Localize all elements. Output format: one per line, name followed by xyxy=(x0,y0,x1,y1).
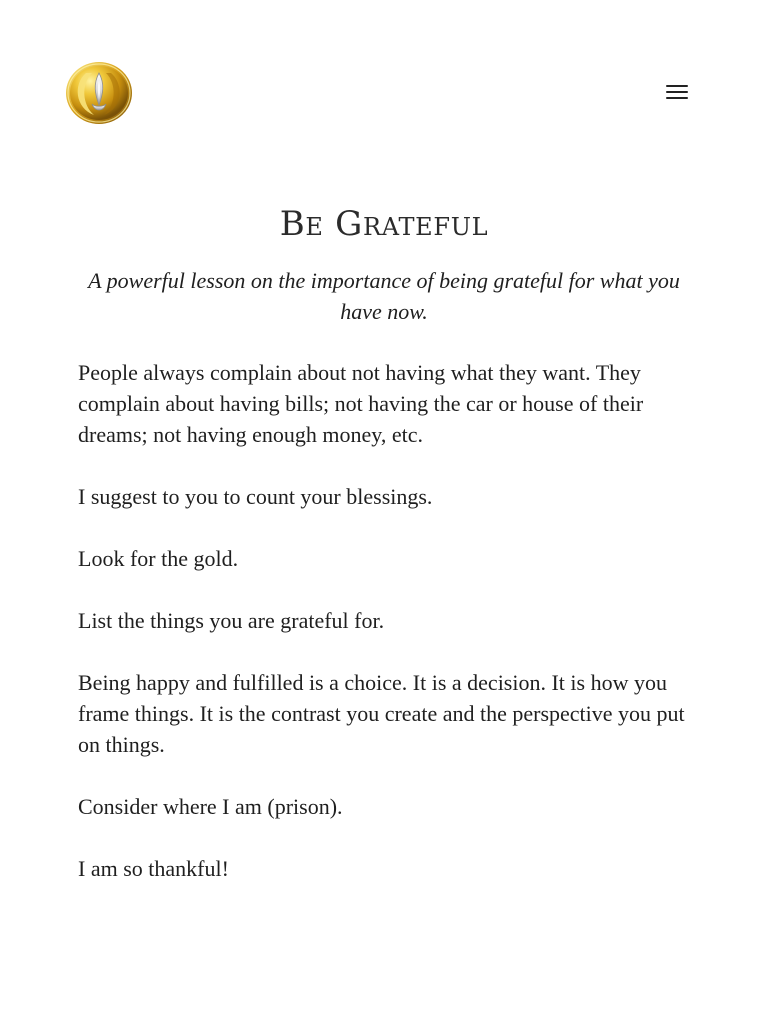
main-menu-button[interactable] xyxy=(658,74,696,110)
site-header xyxy=(0,0,768,184)
article-paragraph: List the things you are grateful for. xyxy=(78,608,385,633)
article-paragraph: Consider where I am (prison). xyxy=(78,794,343,819)
hamburger-menu-icon xyxy=(666,84,688,100)
article-paragraph: I suggest to you to count your blessings. xyxy=(78,484,433,509)
article-paragraph: Being happy and fulfilled is a choice. It is a decision. It is how you frame things. It is the contrast you create and the perspective you put on things. xyxy=(78,670,685,757)
menu-line xyxy=(666,97,688,99)
article-paragraph: I am so thankful! xyxy=(78,856,229,881)
page-title: Be Grateful xyxy=(279,204,489,244)
article-content xyxy=(78,198,690,915)
menu-line xyxy=(666,91,688,93)
site-logo[interactable] xyxy=(64,60,134,126)
article-body xyxy=(78,357,690,884)
article-paragraph: Look for the gold. xyxy=(78,546,239,571)
menu-line xyxy=(666,85,688,87)
article-subtitle: A powerful lesson on the importance of being grateful for what you have now. xyxy=(88,268,680,324)
article-paragraph: People always complain about not having what they want. They complain about having bills; not having the car or house of their dreams; not having enough money, etc. xyxy=(78,360,644,447)
gold-flame-coin-logo-icon xyxy=(64,60,134,126)
